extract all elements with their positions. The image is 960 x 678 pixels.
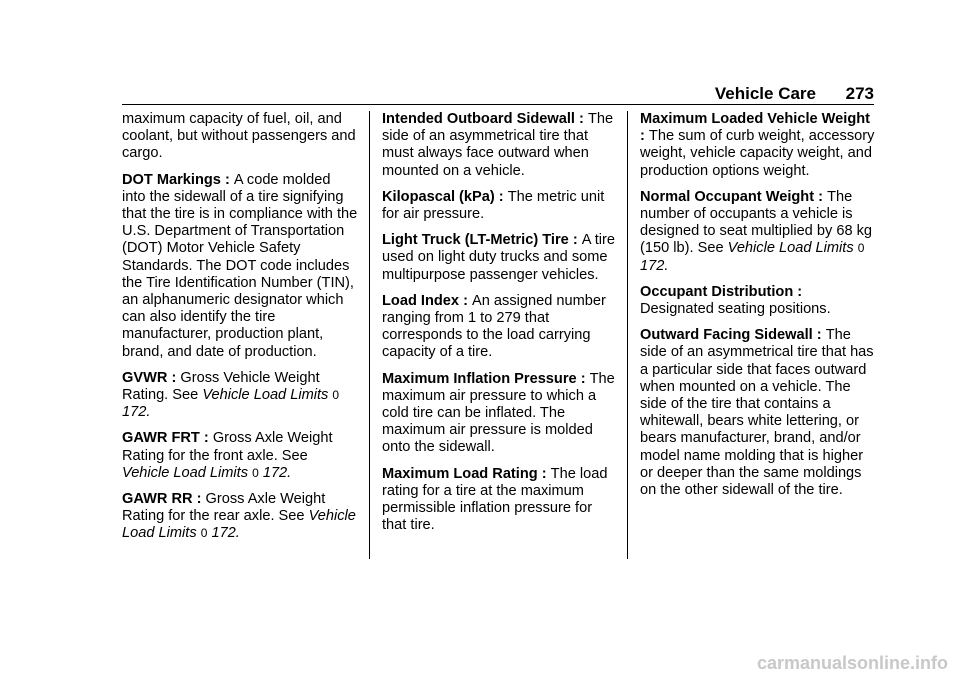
term-separator: :	[568, 232, 582, 249]
glossary-entry	[122, 370, 358, 422]
glossary-entry	[640, 111, 876, 180]
glossary-definition: Designated seating positions.	[640, 301, 831, 318]
glossary-entry	[122, 111, 358, 163]
term-separator: :	[459, 292, 473, 309]
glossary-entry	[122, 430, 358, 482]
glossary-definition: The load rating for a tire at the maximum permissible inflation pressure for that tire.	[382, 465, 608, 534]
column-2	[382, 111, 618, 543]
glossary-definition: A code molded into the sidewall of a tire signifying that the tire is in compliance with the U.S. Department of Transportation (DOT) Motor Vehicle Safety Standards. The DOT code includes the Tire Identification Number (TIN), an alphanumeric designator which can also identify the tire manufacturer, production plant, brand, and date of production.	[122, 171, 358, 360]
glossary-term: Occupant Distribution	[640, 283, 794, 300]
page-reference-icon: 0	[332, 388, 340, 403]
glossary-definition: Gross Axle Weight Rating for the rear axle. See	[122, 491, 326, 525]
header-rule	[122, 104, 874, 105]
term-separator: :	[576, 370, 590, 387]
glossary-entry	[640, 284, 876, 318]
glossary-definition: Gross Vehicle Weight Rating. See	[122, 369, 320, 404]
glossary-term: Maximum Inflation Pressure	[382, 370, 577, 387]
term-separator: :	[640, 128, 649, 145]
glossary-entry	[640, 189, 876, 275]
glossary-term: DOT Markings	[122, 171, 221, 188]
column-divider-1	[369, 111, 370, 559]
glossary-entry	[382, 111, 618, 180]
glossary-definition: The sum of curb weight, accessory weight, vehicle capacity weight, and production options weight.	[640, 128, 875, 179]
term-separator: :	[812, 327, 826, 344]
column-divider-2	[627, 111, 628, 559]
glossary-definition: An assigned number ranging from 1 to 279 that corresponds to the load carrying capacity of a tire.	[382, 292, 606, 361]
term-separator: :	[494, 188, 508, 205]
term-separator: :	[814, 188, 828, 205]
page-reference-icon: 0	[252, 465, 259, 480]
section-title: Vehicle Care	[714, 84, 816, 103]
glossary-definition: maximum capacity of fuel, oil, and coolant, but without passengers and cargo.	[122, 111, 356, 162]
glossary-definition: A tire used on light duty trucks and some multipurpose passenger vehicles.	[382, 232, 616, 283]
glossary-term: GAWR FRT	[122, 430, 200, 447]
glossary-entry	[382, 466, 618, 535]
glossary-entry	[382, 293, 618, 362]
glossary-term: Normal Occupant Weight	[640, 188, 815, 205]
glossary-entry	[382, 232, 618, 284]
glossary-entry	[640, 327, 876, 499]
glossary-term: GVWR	[122, 369, 168, 386]
cross-reference-title: Vehicle Load Limits	[202, 387, 329, 404]
glossary-term: Intended Outboard Sidewall	[382, 111, 575, 127]
glossary-term: Maximum Loaded Vehicle Weight	[640, 111, 871, 127]
term-separator: :	[192, 491, 206, 508]
glossary-definition: Gross Axle Weight Rating for the front axle. See	[122, 430, 333, 464]
cross-reference-page: 172.	[211, 525, 240, 542]
glossary-definition: The side of an asymmetrical tire that must always face outward when mounted on a vehicle.	[382, 111, 614, 179]
glossary-term: Kilopascal (kPa)	[382, 188, 495, 205]
page-reference-icon: 0	[200, 526, 208, 541]
page-reference-icon: 0	[857, 241, 865, 256]
glossary-term: GAWR RR	[122, 491, 193, 508]
cross-reference-title: Vehicle Load Limits	[122, 464, 249, 481]
term-separator: :	[537, 465, 551, 482]
cross-reference-title: Vehicle Load Limits	[122, 508, 356, 542]
glossary-definition: The maximum air pressure to which a cold tire can be inflated. The maximum air pressure is molded onto the sidewall.	[382, 370, 615, 456]
glossary-definition: The number of occupants a vehicle is designed to seat multiplied by 68 kg (150 lb). See	[640, 188, 873, 257]
glossary-definition: The metric unit for air pressure.	[382, 188, 605, 223]
term-separator: :	[167, 369, 181, 386]
glossary-entry	[382, 371, 618, 457]
glossary-term: Maximum Load Rating	[382, 465, 538, 482]
glossary-entry	[122, 172, 358, 361]
column-3	[640, 111, 876, 508]
cross-reference-page: 172.	[640, 257, 669, 274]
page-header	[122, 84, 874, 106]
cross-reference-page: 172.	[122, 404, 151, 421]
cross-reference-title: Vehicle Load Limits	[727, 240, 854, 257]
glossary-term: Light Truck (LT-Metric) Tire	[382, 232, 569, 249]
glossary-entry	[382, 189, 618, 223]
term-separator: :	[220, 171, 234, 188]
column-1	[122, 111, 358, 552]
glossary-term: Load Index	[382, 292, 460, 309]
term-separator: :	[574, 111, 588, 127]
page-number: 273	[845, 84, 874, 103]
watermark: carmanualsonline.info	[756, 653, 948, 673]
term-separator: :	[793, 283, 803, 300]
cross-reference-page: 172.	[262, 464, 292, 481]
term-separator: :	[199, 430, 213, 447]
glossary-term: Outward Facing Sidewall	[640, 327, 813, 344]
glossary-definition: The side of an asymmetrical tire that has a particular side that faces outward when mounted on a vehicle. The side of the tire that contains a whitewall, bears white lettering, or bears manufacturer, brand, and/or model name molding that is higher or deeper than the same moldings on the other sidewall of the tire.	[640, 327, 874, 499]
glossary-entry	[122, 491, 358, 543]
